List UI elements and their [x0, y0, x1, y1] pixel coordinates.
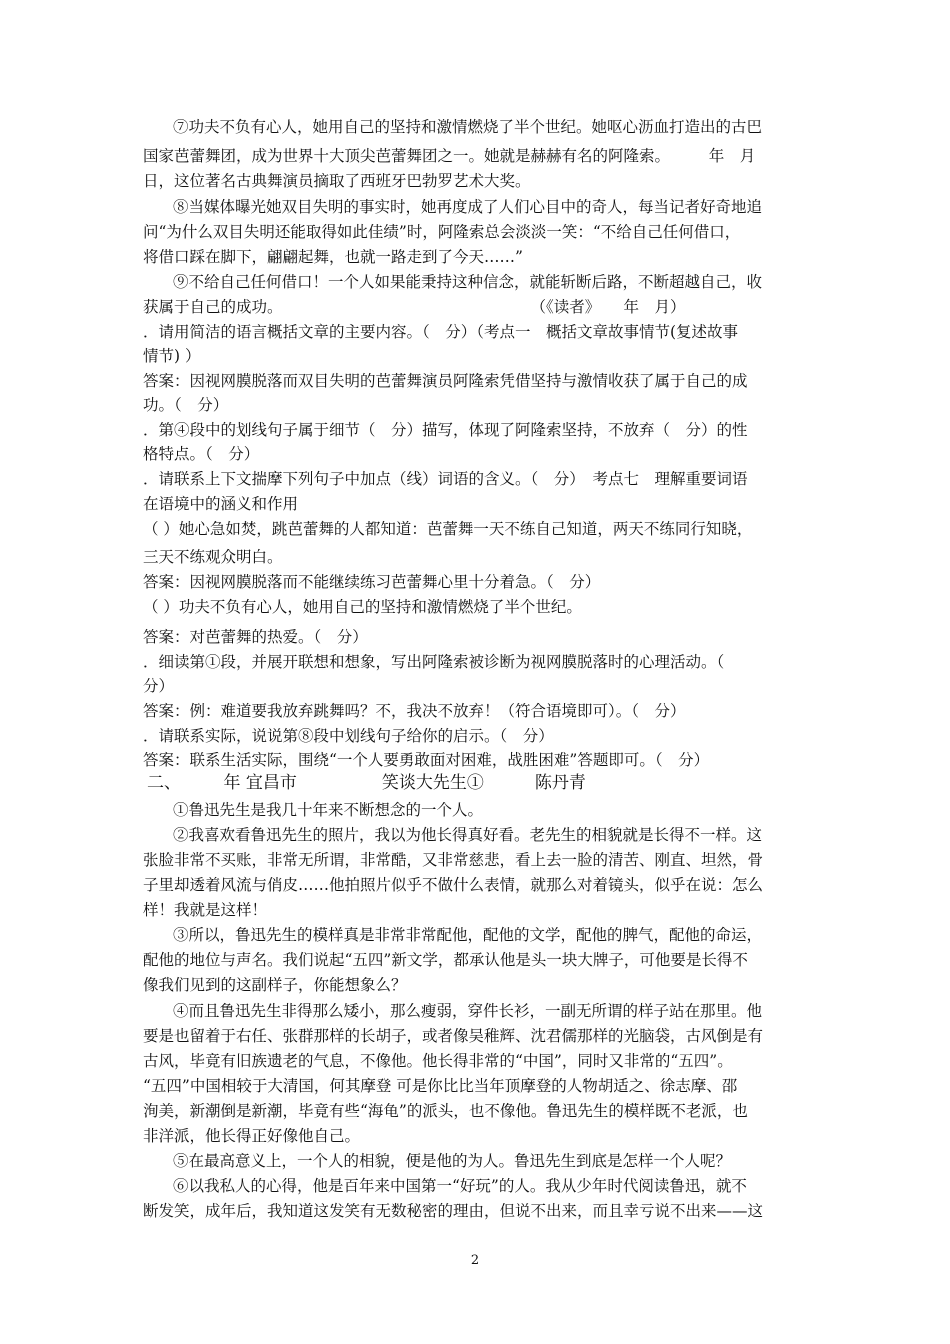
question-line: ．请联系上下文揣摩下列句子中加点（线）词语的含义。（ 分） 考点七 理解重要词语	[143, 470, 748, 488]
text-line: 日，这位著名古典舞演员摘取了西班牙巴勃罗艺术大奖。	[143, 172, 531, 190]
dotted-text: （ ）她心急如焚，跳芭蕾舞的人都知道：芭蕾舞一天不练自己知道，两天不练同行知晓，	[143, 520, 753, 538]
text-line: 格特点。（ 分）	[143, 445, 260, 463]
text-line: 功。（ 分）	[143, 396, 229, 414]
text-line: ⑧当媒体曝光她双目失明的事实时，她再度成了人们心目中的奇人，每当记者好奇地追	[173, 198, 763, 216]
question-line: ．请联系实际，说说第⑧段中划线句子给你的启示。（ 分）	[143, 727, 554, 745]
text-line: 配他的地位与声名。我们说起“五四”新文学，都承认他是头一块大牌子，可他要是长得不	[143, 951, 748, 969]
sub-question-line: （ ）功夫不负有心人，她用自己的坚持和激情燃烧了半个世纪。	[143, 598, 582, 616]
text-line: ⑨不给自己任何借口！一个人如果能秉持这种信念，就能斩断后路，不断超越自己，收	[173, 273, 763, 291]
question-line: ．细读第①段，并展开联想和想象，写出阿隆索被诊断为视网膜脱落时的心理活动。（	[143, 653, 725, 671]
text-line: 在语境中的涵义和作用	[143, 495, 299, 513]
sub-question-line	[143, 518, 752, 540]
text-line: 三天不练观众明白。	[143, 548, 283, 566]
text-line: 像我们见到的这副样子，你能想象么？	[143, 976, 407, 994]
text-line: 要是也留着于右任、张群那样的长胡子，或者像吴稚辉、沈君儒那样的光脑袋，古风倒是有	[143, 1027, 764, 1045]
text-line: ⑦功夫不负有心人，她用自己的坚持和激情燃烧了半个世纪。她呕心沥血打造出的古巴	[173, 118, 763, 136]
text-line: ①鲁迅先生是我几十年来不断想念的一个人。	[173, 801, 484, 819]
text-line: 古风，毕竟有旧族遗老的气息，不像他。他长得非常的“中国”，同时又非常的“五四”。	[143, 1052, 733, 1070]
answer-line: 答案：因视网膜脱落而双目失明的芭蕾舞演员阿隆索凭借坚持与激情收获了属于自己的成	[143, 372, 748, 390]
text-line: 样！我就是这样！	[143, 901, 268, 919]
text-line: ③所以，鲁迅先生的模样真是非常非常配他，配他的文学，配他的脾气，配他的命运，	[173, 926, 763, 944]
answer-line: 答案：因视网膜脱落而不能继续练习芭蕾舞心里十分着急。（ 分）	[143, 573, 601, 591]
text-line: 问“为什么双目失明还能取得如此佳绩”时，阿隆索总会淡淡一笑：“不给自己任何借口，	[143, 223, 741, 241]
answer-line: 答案：联系生活实际，围绕“一个人要勇敢面对困难，战胜困难”答题即可。（ 分）	[143, 751, 710, 769]
text-line: 获属于自己的成功。 （《读者》 年 月）	[143, 298, 686, 316]
text-line: ⑥以我私人的心得，他是百年来中国第一“好玩”的人。我从少年时代阅读鲁迅，就不	[173, 1177, 747, 1195]
text-line: 国家芭蕾舞团，成为世界十大顶尖芭蕾舞团之一。她就是赫赫有名的阿隆索。 年 月	[143, 147, 756, 165]
text-line: 洵美，新潮倒是新潮，毕竟有些“海龟”的派头，也不像他。鲁迅先生的模样既不老派，也	[143, 1102, 748, 1120]
text-line: 断发笑，成年后，我知道这发笑有无数秘密的理由，但说不出来，而且幸亏说不出来——这	[143, 1202, 764, 1220]
text-line: 分）	[143, 677, 175, 695]
text-line: 情节) ）	[143, 347, 201, 365]
question-line: ．第④段中的划线句子属于细节（ 分）描写，体现了阿隆索坚持，不放弃（ 分）的性	[143, 421, 748, 439]
text-line: ②我喜欢看鲁迅先生的照片，我以为他长得真好看。老先生的相貌就是长得不一样。这	[173, 826, 763, 844]
text-line: ④而且鲁迅先生非得那么矮小，那么瘦弱，穿件长衫，一副无所谓的样子站在那里。他	[173, 1002, 763, 1020]
answer-line: 答案：对芭蕾舞的热爱。（ 分）	[143, 628, 368, 646]
answer-line: 答案：例：难道要我放弃跳舞吗？不，我决不放弃！（符合语境即可）。（ 分）	[143, 702, 686, 720]
text-line: 将借口踩在脚下，翩翩起舞，也就一路走到了今天……”	[143, 248, 523, 266]
text-line: “五四”中国相较于大清国，何其摩登 可是你比比当年顶摩登的人物胡适之、徐志摩、邵	[143, 1077, 738, 1095]
section-heading: 二、 年 宜昌市 笑谈大先生① 陈丹青	[147, 773, 586, 793]
text-line: ⑤在最高意义上，一个人的相貌，便是他的为人。鲁迅先生到底是怎样一个人呢？	[173, 1152, 732, 1170]
text-line: 子里却透着风流与俏皮……他拍照片似乎不做什么表情，就那么对着镜头，似乎在说：怎么	[143, 876, 764, 894]
text-line: 非洋派，他长得正好像他自己。	[143, 1127, 361, 1145]
page-number: 2	[470, 1253, 480, 1268]
question-line: ．请用简洁的语言概括文章的主要内容。（ 分）（考点一 概括文章故事情节(复述故事	[143, 323, 739, 341]
text-line: 张脸非常不买账，非常无所谓，非常酷，又非常慈悲，看上去一脸的清苦、刚直、坦然，骨	[143, 851, 764, 869]
